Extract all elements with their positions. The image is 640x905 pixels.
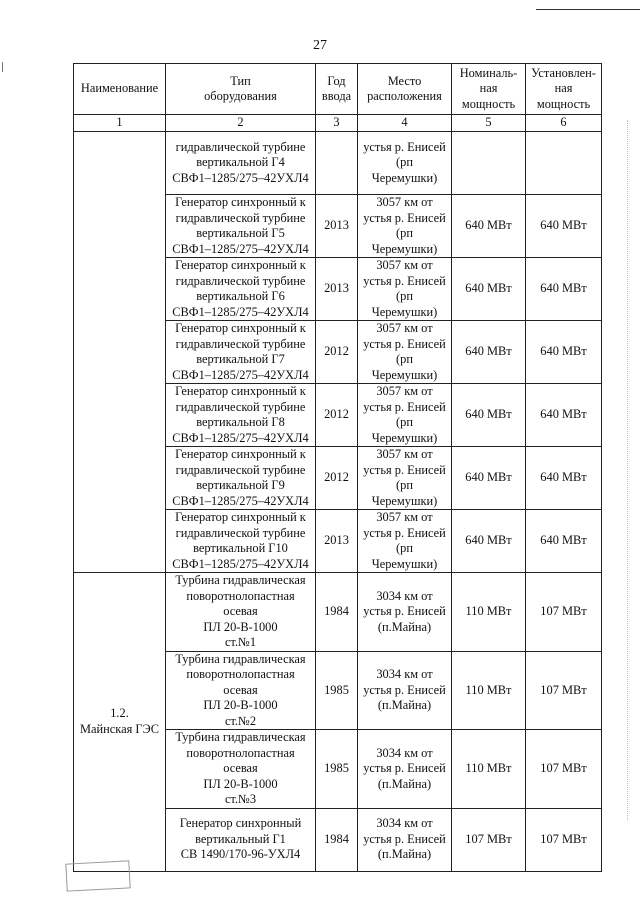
installed-cell: 107 МВт (526, 730, 602, 809)
type-cell: Генератор синхронный к гидравлической турбине вертикальной Г5 СВФ1–1285/275–42УХЛ4 (166, 195, 316, 258)
year-cell: 2013 (316, 258, 358, 321)
year-cell: 2012 (316, 321, 358, 384)
type-cell: Генератор синхронный к гидравлической турбине вертикальной Г9 СВФ1–1285/275–42УХЛ4 (166, 447, 316, 510)
nominal-cell (452, 132, 526, 195)
installed-cell: 107 МВт (526, 573, 602, 652)
nominal-cell: 640 МВт (452, 510, 526, 573)
column-number: 4 (358, 115, 452, 132)
installed-cell: 640 МВт (526, 195, 602, 258)
table-row (74, 132, 602, 195)
installed-cell: 640 МВт (526, 447, 602, 510)
installed-cell: 107 МВт (526, 808, 602, 871)
header-installed-text: Установлен- ная мощность (531, 65, 596, 111)
place-cell: 3034 км от устья р. Енисей (п.Майна) (358, 573, 452, 652)
nominal-cell: 640 МВт (452, 258, 526, 321)
installed-cell: 640 МВт (526, 258, 602, 321)
column-number-row (74, 115, 602, 132)
year-cell: 2013 (316, 195, 358, 258)
place-cell: 3057 км от устья р. Енисей (рп Черемушки) (358, 384, 452, 447)
header-name (74, 64, 166, 115)
installed-cell: 640 МВт (526, 384, 602, 447)
nominal-cell: 110 МВт (452, 730, 526, 809)
nominal-cell: 110 МВт (452, 573, 526, 652)
nominal-cell: 640 МВт (452, 321, 526, 384)
place-cell: 3034 км от устья р. Енисей (п.Майна) (358, 808, 452, 871)
column-number: 1 (74, 115, 166, 132)
installed-cell: 640 МВт (526, 321, 602, 384)
header-installed (526, 64, 602, 115)
nominal-cell: 107 МВт (452, 808, 526, 871)
place-cell: 3057 км от устья р. Енисей (рп Черемушки) (358, 510, 452, 573)
header-name-text: Наименование (80, 81, 159, 96)
nominal-cell: 110 МВт (452, 651, 526, 730)
column-number: 6 (526, 115, 602, 132)
column-number: 5 (452, 115, 526, 132)
header-nominal-text: Номиналь- ная мощность (459, 65, 518, 111)
year-cell: 1985 (316, 651, 358, 730)
name-cell-empty (74, 132, 166, 573)
nominal-cell: 640 МВт (452, 447, 526, 510)
installed-cell: 107 МВт (526, 651, 602, 730)
type-cell: гидравлической турбине вертикальной Г4 СВФ1–1285/275–42УХЛ4 (166, 132, 316, 195)
header-place-text: Место расположения (367, 73, 442, 103)
type-cell: Генератор синхронный к гидравлической турбине вертикальной Г8 СВФ1–1285/275–42УХЛ4 (166, 384, 316, 447)
header-type (166, 64, 316, 115)
year-cell: 1984 (316, 573, 358, 652)
place-cell: 3057 км от устья р. Енисей (рп Черемушки) (358, 447, 452, 510)
mayna-rows (74, 573, 602, 872)
continued-rows (74, 132, 602, 573)
type-cell: Турбина гидравлическая поворотнолопастная осевая ПЛ 20-В-1000 ст.№1 (166, 573, 316, 652)
faint-stamp (65, 860, 130, 891)
type-cell: Генератор синхронный вертикальный Г1 СВ 1490/170-96-УХЛ4 (166, 808, 316, 871)
year-cell: 2012 (316, 447, 358, 510)
header-row (74, 64, 602, 115)
installed-cell (526, 132, 602, 195)
type-cell: Турбина гидравлическая поворотнолопастная осевая ПЛ 20-В-1000 ст.№3 (166, 730, 316, 809)
year-cell: 2013 (316, 510, 358, 573)
table-row (74, 573, 602, 652)
margin-mark (2, 62, 3, 72)
top-rule (536, 9, 640, 10)
header-place (358, 64, 452, 115)
year-cell (316, 132, 358, 195)
equipment-table (73, 63, 602, 872)
header-nominal (452, 64, 526, 115)
nominal-cell: 640 МВт (452, 195, 526, 258)
type-cell: Генератор синхронный к гидравлической турбине вертикальной Г10 СВФ1–1285/275–42УХЛ4 (166, 510, 316, 573)
type-cell: Генератор синхронный к гидравлической турбине вертикальной Г7 СВФ1–1285/275–42УХЛ4 (166, 321, 316, 384)
type-cell: Генератор синхронный к гидравлической турбине вертикальной Г6 СВФ1–1285/275–42УХЛ4 (166, 258, 316, 321)
place-cell: 3057 км от устья р. Енисей (рп Черемушки) (358, 258, 452, 321)
year-cell: 1985 (316, 730, 358, 809)
header-type-text: Тип оборудования (204, 73, 277, 103)
place-cell: 3034 км от устья р. Енисей (п.Майна) (358, 730, 452, 809)
column-number: 3 (316, 115, 358, 132)
installed-cell: 640 МВт (526, 510, 602, 573)
page-number: 27 (313, 38, 327, 53)
year-cell: 1984 (316, 808, 358, 871)
place-cell: 3057 км от устья р. Енисей (рп Черемушки) (358, 321, 452, 384)
year-cell: 2012 (316, 384, 358, 447)
place-cell: 3057 км от устья р. Енисей (рп Черемушки) (358, 195, 452, 258)
right-margin-dots (627, 120, 628, 820)
section-name-cell: 1.2. Майнская ГЭС (74, 573, 166, 872)
header-year (316, 64, 358, 115)
place-cell: устья р. Енисей (рп Черемушки) (358, 132, 452, 195)
place-cell: 3034 км от устья р. Енисей (п.Майна) (358, 651, 452, 730)
column-number: 2 (166, 115, 316, 132)
nominal-cell: 640 МВт (452, 384, 526, 447)
header-year-text: Год ввода (321, 73, 352, 103)
type-cell: Турбина гидравлическая поворотнолопастная осевая ПЛ 20-В-1000 ст.№2 (166, 651, 316, 730)
